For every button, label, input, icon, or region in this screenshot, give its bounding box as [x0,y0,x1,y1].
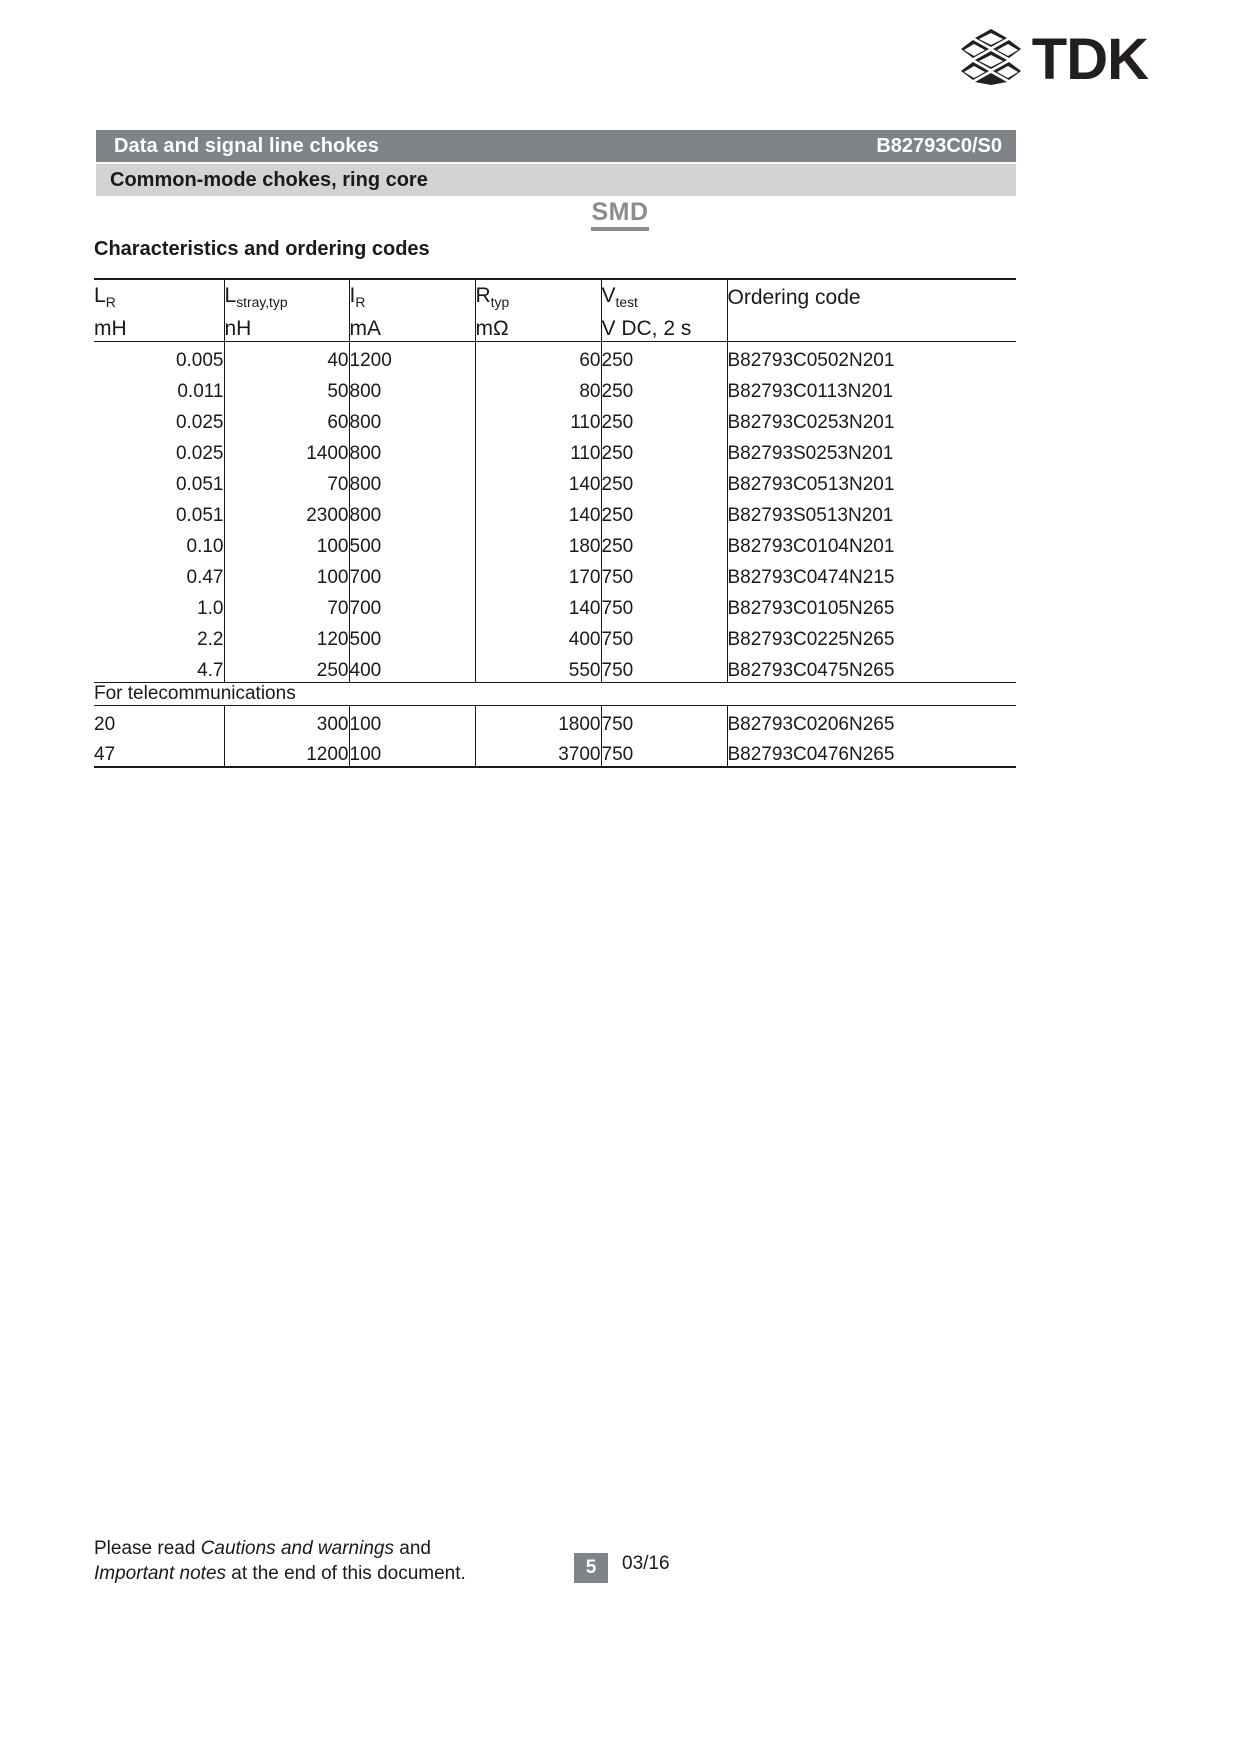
cell-value: 100 [349,736,475,767]
table-row [94,465,1016,496]
cell-value: 750 [601,705,727,736]
cell-value: 0.051 [175,505,224,526]
column-header-unit: mΩ [475,310,601,341]
cell-ordering-code: B82793C0104N201 [727,527,1016,558]
cell-ordering-code: B82793C0206N265 [727,705,1016,736]
cell-value: 750 [601,620,727,651]
cell-value: 3700 [475,736,601,767]
cell-value: 180 [475,527,601,558]
cell-value: 550 [475,651,601,682]
column-header-symbol: $I_R$ [349,279,475,310]
tdk-wordmark: TDK [1031,26,1148,92]
table-row [94,558,1016,589]
cell-value: 700 [349,589,475,620]
smd-badge-label: SMD [591,198,648,231]
table-row [94,403,1016,434]
note-text-b: and [393,1538,431,1560]
cell-ordering-code: B82793C0113N201 [727,372,1016,403]
note-text-a: Please read [94,1538,201,1560]
product-family-title: Data and signal line chokes [114,134,380,157]
cell-ordering-code: B82793S0253N201 [727,434,1016,465]
product-subtitle: Common-mode chokes, ring core [110,168,428,191]
cell-value: 0.011 [177,381,224,402]
cell-ordering-code: B82793C0513N201 [727,465,1016,496]
column-header-symbol: $L_R$ [94,279,224,310]
cell-ordering-code: B82793S0513N201 [727,496,1016,527]
cell-value: 50 [224,372,349,403]
table-row [94,496,1016,527]
cell-value: 250 [224,651,349,682]
column-header-unit [727,310,1016,341]
cell-value: 400 [349,651,475,682]
cell-value: 70 [224,589,349,620]
cell-value: 40 [224,341,349,372]
cell-value: 0.025 [175,412,224,433]
cell-ordering-code: B82793C0475N265 [727,651,1016,682]
cell-value: 140 [475,465,601,496]
page-footer [94,1537,1016,1586]
note-text-cautions: Cautions and warnings [200,1538,394,1560]
cell-value: 750 [601,736,727,767]
cell-value: 1400 [224,434,349,465]
cell-ordering-code: B82793C0474N215 [727,558,1016,589]
cell-value: 47 [94,736,224,767]
column-header-unit: mH [94,316,127,340]
cell-value: 70 [224,465,349,496]
cell-value: 400 [475,620,601,651]
cell-value: 750 [601,651,727,682]
cell-value: 100 [224,558,349,589]
table-header-row-symbols [94,279,1016,310]
cell-value: 140 [475,589,601,620]
cell-ordering-code: B82793C0105N265 [727,589,1016,620]
cell-value: 170 [475,558,601,589]
cell-value: 80 [475,372,601,403]
table-row [94,372,1016,403]
column-header-symbol: $L_{stray,typ}$ [224,279,349,310]
cell-value: 1200 [224,736,349,767]
cell-value: 250 [601,403,727,434]
table-body [94,279,1016,767]
table-group-row [94,682,1016,705]
cell-value: 750 [601,558,727,589]
product-subtitle-bar [96,164,1016,196]
characteristics-table [94,278,1016,768]
table-row [94,651,1016,682]
table-row [94,705,1016,736]
product-family-bar [96,130,1016,162]
column-header-symbol: $R_{typ}$ [475,279,601,310]
cell-value: 0.47 [186,567,224,588]
table-row [94,527,1016,558]
cell-value: 250 [601,434,727,465]
cell-value: 800 [349,496,475,527]
cell-ordering-code: B82793C0253N201 [727,403,1016,434]
cell-ordering-code: B82793C0225N265 [727,620,1016,651]
characteristics-table-wrap [94,278,1016,768]
cell-value: 60 [224,403,349,434]
cell-value: 1200 [349,341,475,372]
table-row [94,341,1016,372]
tdk-logo [960,28,1148,91]
cell-value: 110 [475,403,601,434]
cell-value: 800 [349,372,475,403]
cell-value: 100 [349,705,475,736]
cell-value: 20 [94,705,224,736]
cell-value: 100 [224,527,349,558]
cell-value: 1.0 [197,598,224,619]
cell-value: 250 [601,496,727,527]
table-header-row-units [94,310,1016,341]
cell-value: 4.7 [197,659,224,681]
column-header-symbol: Ordering code [727,279,1016,310]
table-row [94,589,1016,620]
part-number: B82793C0/S0 [876,134,1002,157]
tdk-diamond-icon [960,28,1022,91]
column-header-symbol: $V_{test}$ [601,279,727,310]
cell-value: 60 [475,341,601,372]
cell-value: 250 [601,341,727,372]
column-header-unit: V DC, 2 s [601,310,727,341]
column-header-unit: nH [224,310,349,341]
page-title: Characteristics and ordering codes [94,238,430,260]
note-text-c: at the end of this document. [226,1562,466,1584]
cell-value: 2300 [224,496,349,527]
revision-date: 03/16 [622,1553,670,1575]
cell-value: 500 [349,620,475,651]
cell-value: 500 [349,527,475,558]
cell-value: 800 [349,465,475,496]
cell-value: 1800 [475,705,601,736]
cell-value: 700 [349,558,475,589]
cell-value: 250 [601,465,727,496]
cell-value: 0.051 [175,474,224,495]
cell-value: 120 [224,620,349,651]
cell-value: 800 [349,434,475,465]
cell-value: 140 [475,496,601,527]
cell-value: 0.005 [94,341,224,372]
column-header-unit: mA [349,310,475,341]
cell-ordering-code: B82793C0476N265 [727,736,1016,767]
cell-value: 800 [349,403,475,434]
cell-value: 110 [475,434,601,465]
smd-badge [0,198,1240,227]
cell-value: 0.10 [186,536,224,557]
cell-value: 750 [601,589,727,620]
cell-ordering-code: B82793C0502N201 [727,341,1016,372]
cell-value: 0.025 [175,443,224,464]
cell-value: 250 [601,372,727,403]
table-group-label: For telecommunications [94,682,1016,705]
cell-value: 300 [224,705,349,736]
table-row [94,434,1016,465]
cell-value: 250 [601,527,727,558]
cell-value: 2.2 [197,629,224,650]
page-number-badge: 5 [574,1553,608,1583]
table-row [94,620,1016,651]
cautions-note [94,1537,564,1586]
note-text-important: Important notes [94,1562,227,1584]
table-row [94,736,1016,767]
